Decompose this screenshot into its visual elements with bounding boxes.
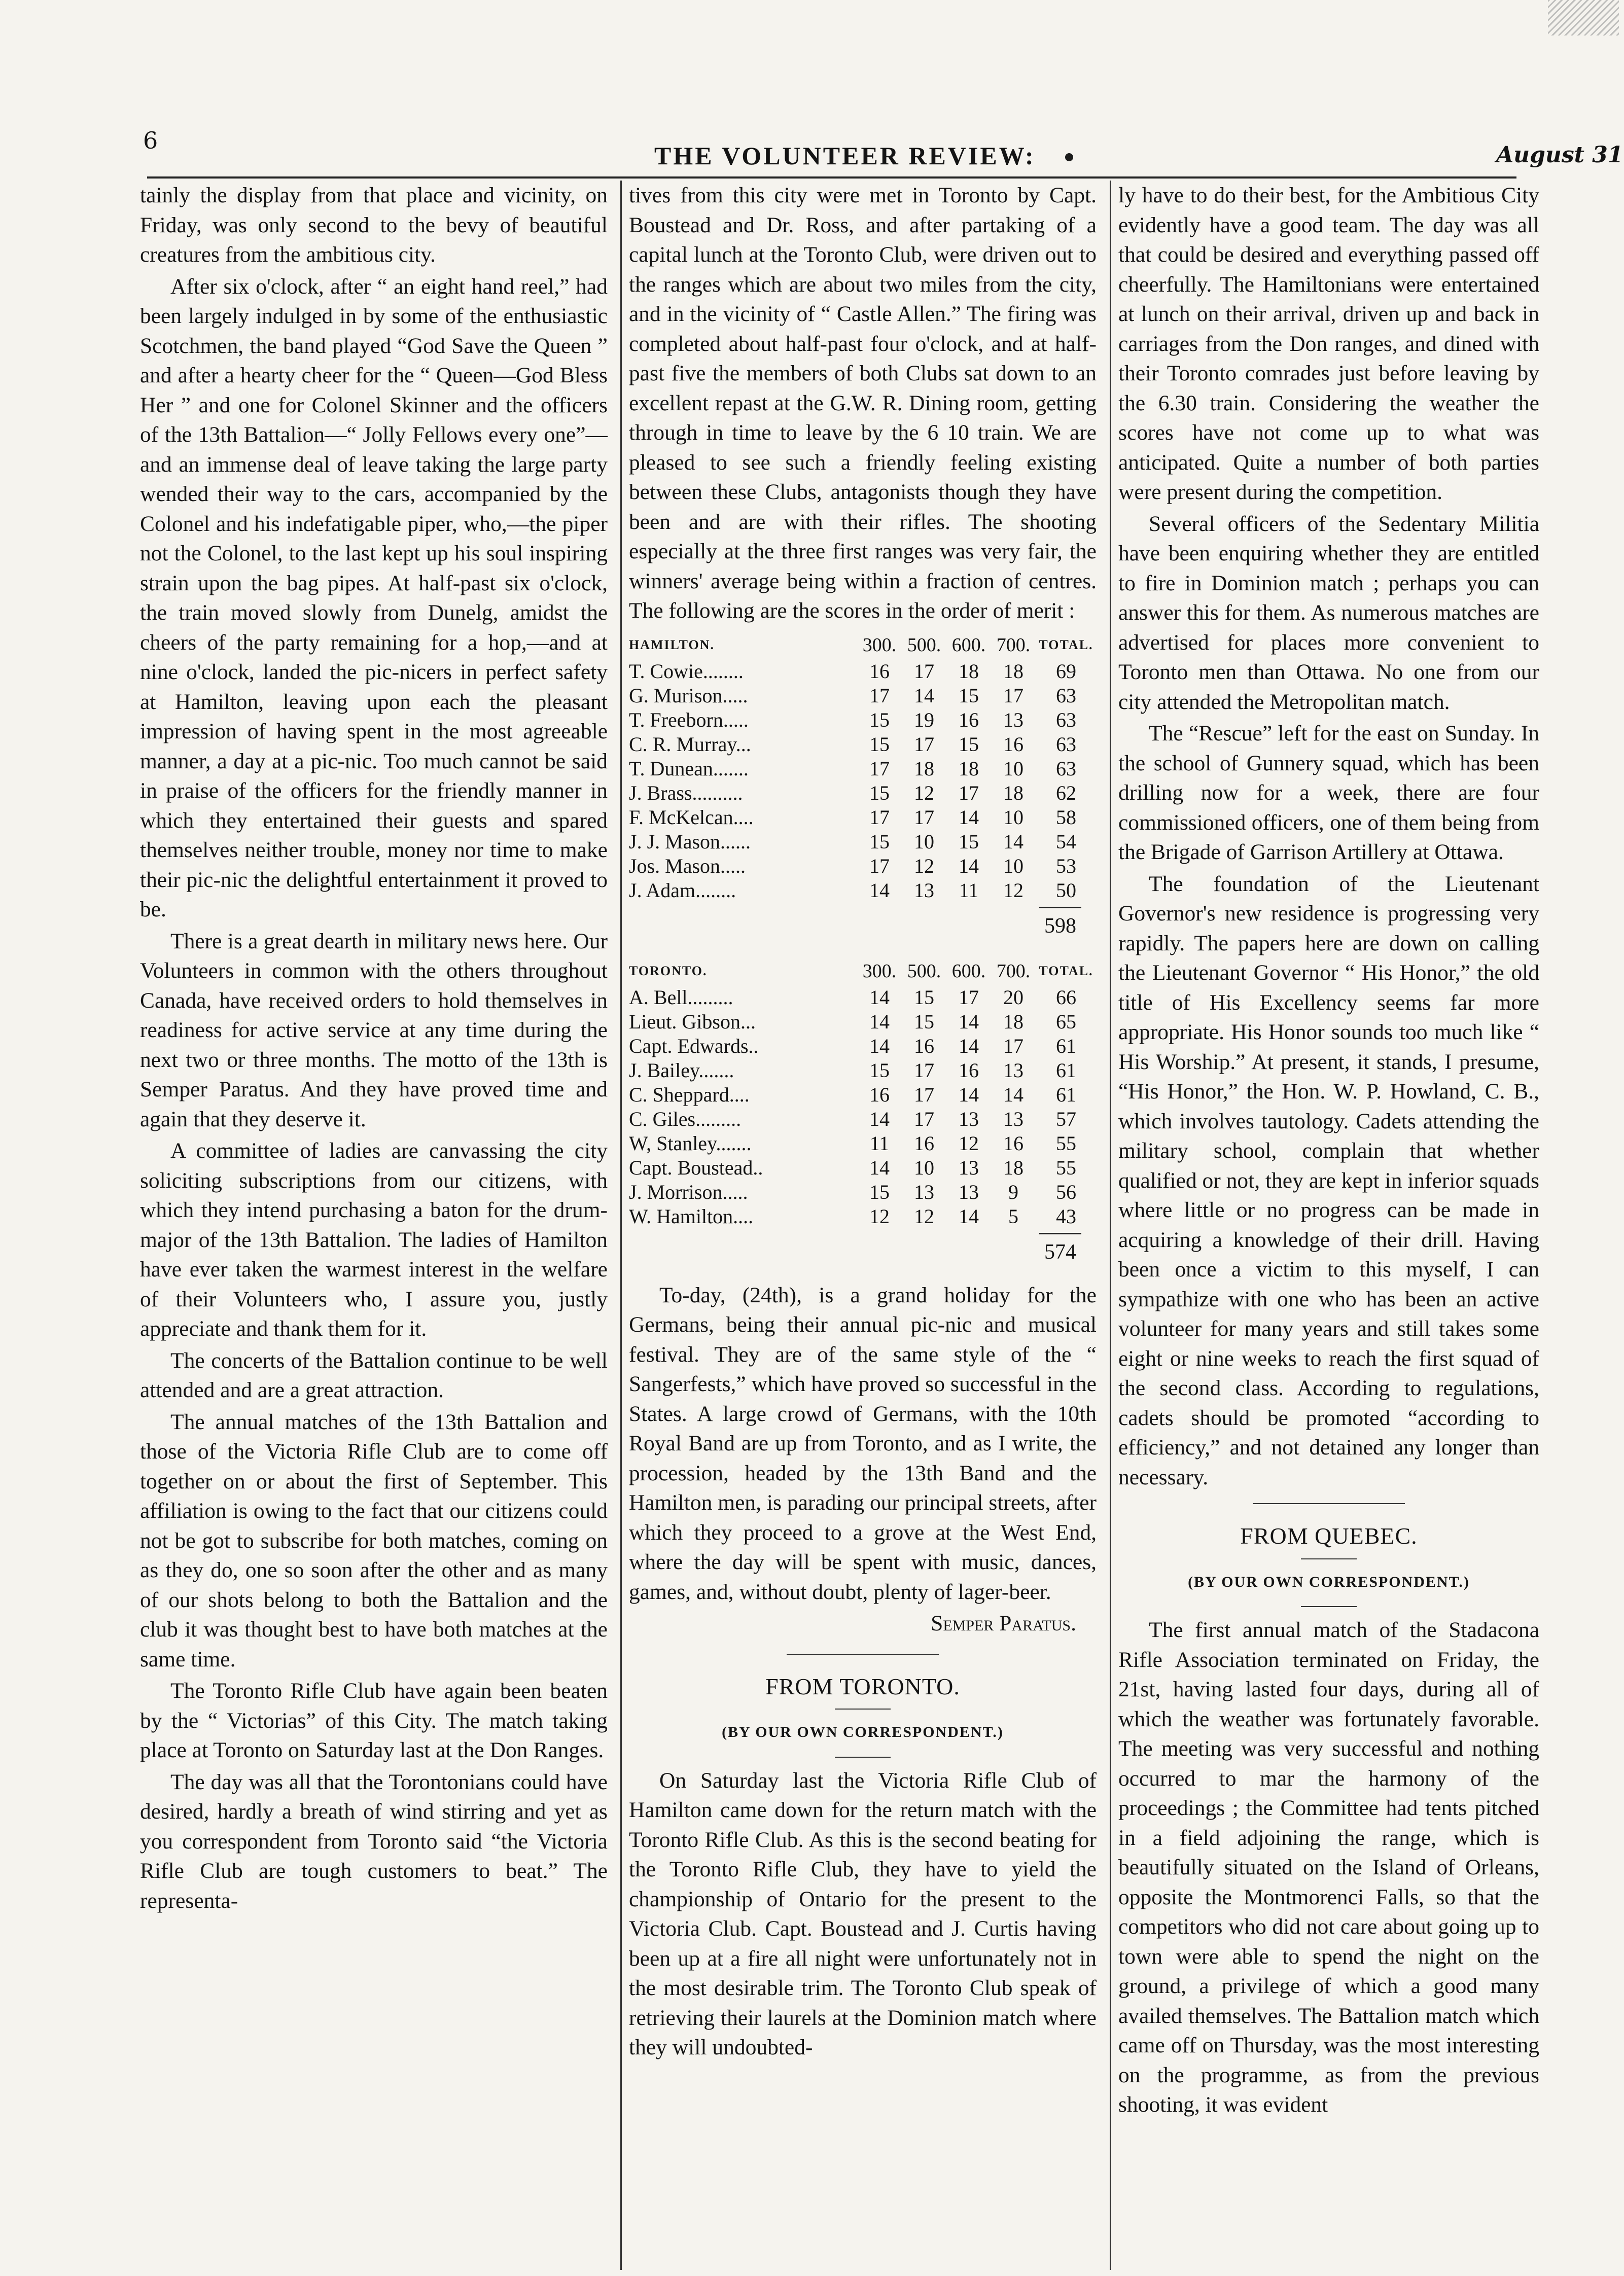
- shooter-name: Capt. Boustead..: [629, 1156, 763, 1179]
- range-score: 17: [869, 805, 890, 829]
- shooter-name: J. Bailey.......: [629, 1059, 734, 1082]
- ornament-dot: [1065, 153, 1073, 161]
- shooter-total: 43: [1056, 1205, 1076, 1228]
- shooter-total: 63: [1056, 757, 1076, 780]
- range-score: 16: [914, 1035, 934, 1057]
- shooter-total: 63: [1056, 708, 1076, 731]
- section-heading: FROM QUEBEC.: [1240, 1523, 1418, 1549]
- paragraph: To-day, (24th), is a grand holiday for the Germans, being their annual pic-nic and musical festival. They are of the same style of the “ Sangerfests,” which have proved so successful in the States. A large crowd of Germans, with the 10th Royal Band are up from Toronto, and as I write, the procession, headed by the 13th Band and the Hamilton men, is parading our principal streets, after which they proceed to a grove at the West End, where the day will be spent with music, dances, games, and, without doubt, plenty of lager-beer.: [629, 1283, 1097, 1604]
- shooter-name: Lieut. Gibson...: [629, 1010, 756, 1033]
- range-score: 10: [914, 1156, 934, 1179]
- shooter-name: F. McKelcan....: [629, 805, 754, 829]
- range-score: 16: [869, 1083, 890, 1106]
- range-score: 14: [959, 1205, 979, 1228]
- range-score: 13: [914, 878, 934, 902]
- shooter-name: W, Stanley.......: [629, 1132, 752, 1155]
- range-score: 17: [959, 986, 979, 1009]
- paragraph: The “Rescue” left for the east on Sunday. In the school of Gunnery squad, which has been drilling now for a week, there are four commissioned officers, one of them being from the Brigade of Garrison Artillery at Ottawa.: [1118, 721, 1539, 864]
- range-score: 20: [1003, 986, 1023, 1009]
- range-score: 14: [869, 1108, 890, 1130]
- range-score: 18: [1003, 1156, 1023, 1179]
- score-row: [629, 854, 1097, 878]
- score-row: [629, 781, 1097, 805]
- hamilton-scores-table: [629, 628, 1097, 903]
- shooter-name: G. Murison.....: [629, 684, 748, 707]
- range-header: 600.: [951, 634, 986, 656]
- range-score: 14: [914, 684, 934, 707]
- total-header: TOTAL.: [1039, 637, 1093, 652]
- range-score: 18: [1003, 659, 1023, 683]
- range-score: 15: [959, 684, 979, 707]
- range-score: 15: [959, 732, 979, 756]
- range-score: 12: [914, 854, 934, 877]
- signature: Semper Paratus.: [931, 1611, 1076, 1635]
- range-score: 17: [1003, 1035, 1023, 1057]
- section-heading: FROM TORONTO.: [765, 1673, 960, 1699]
- section-rule: [1253, 1503, 1405, 1504]
- range-score: 10: [1003, 757, 1023, 780]
- range-header: 600.: [951, 961, 986, 982]
- range-score: 17: [869, 757, 890, 780]
- range-score: 15: [869, 1181, 890, 1203]
- range-score: 17: [914, 732, 934, 756]
- score-row: [629, 684, 1097, 708]
- range-header: 700.: [996, 961, 1031, 982]
- shooter-name: J. Adam........: [629, 878, 736, 902]
- range-score: 14: [869, 986, 890, 1009]
- range-score: 10: [1003, 854, 1023, 877]
- score-row: [629, 1058, 1097, 1083]
- range-score: 12: [914, 781, 934, 804]
- range-score: 16: [869, 659, 890, 683]
- range-score: 15: [869, 781, 890, 804]
- column-divider-2: [1110, 181, 1111, 2270]
- paragraph: Several officers of the Sedentary Militia have been enquiring whether they are entitled to fire in Dominion match ; perhaps you can answer this for them. As numerous matches are advertised for places more convenient to Toronto men than Ottawa. No one from our city attended the Metropolitan match.: [1118, 511, 1539, 714]
- header-rule: [147, 176, 1516, 179]
- range-score: 17: [869, 854, 890, 877]
- range-score: 12: [914, 1205, 934, 1228]
- shooter-name: J. J. Mason......: [629, 830, 751, 853]
- range-score: 13: [959, 1156, 979, 1179]
- range-score: 15: [959, 830, 979, 853]
- shooter-name: C. R. Murray...: [629, 732, 751, 756]
- paragraph: The annual matches of the 13th Battalion and those of the Victoria Rifle Club are to come off together on or about the first of September. This affiliation is owing to the fact that our citizens could not be got to subscribe for both matches, coming on as they do, one so soon after the other and as many of our shots belong to both the Battalion and the club it was thought best to have both matches at the same time.: [140, 1409, 608, 1672]
- shooter-total: 55: [1056, 1156, 1076, 1179]
- paragraph: The foundation of the Lieutenant Governor's new residence is progressing very rapidly. The papers here are down on calling the Lieutenant Governor “ His Honor,” the old title of His Excellency seems far more appropriate. His Honor sounds too much like “ His Worship.” At present, it stands, I presume, “His Honor,” the Hon. W. P. Howland, C. B., which involves tautology. Cadets attending the military school, complain that whether qualified or not, they are kept in inferior squads where little or no progress can be made in acquiring a knowledge of their drill. Having been once a victim to this myself, I can sympathize with one who has been an active volunteer for many years and still takes some eight or nine weeks to reach the first squad of the second class. According to regulations, cadets should be promoted “according to efficiency,” and not detained any longer than necessary.: [1118, 871, 1539, 1489]
- score-row: [629, 1180, 1097, 1204]
- range-score: 17: [869, 684, 890, 707]
- range-score: 18: [914, 757, 934, 780]
- total-value: 574: [1039, 1233, 1081, 1267]
- heading-rule: [1301, 1558, 1357, 1559]
- range-header: 500.: [907, 634, 941, 656]
- column-1: [140, 181, 608, 1917]
- range-score: 5: [1008, 1205, 1018, 1228]
- shooter-total: 63: [1056, 732, 1076, 756]
- range-score: 11: [869, 1132, 890, 1155]
- range-score: 14: [869, 1010, 890, 1033]
- byline: (BY OUR OWN CORRESPONDENT.): [1188, 1573, 1470, 1590]
- range-score: 14: [959, 805, 979, 829]
- range-score: 19: [914, 708, 934, 731]
- range-score: 12: [869, 1205, 890, 1228]
- range-score: 14: [869, 1035, 890, 1057]
- column-3: [1118, 181, 1539, 2122]
- shooter-name: J. Brass..........: [629, 781, 743, 804]
- score-row: [629, 708, 1097, 732]
- shooter-total: 50: [1056, 878, 1076, 902]
- range-score: 18: [1003, 781, 1023, 804]
- score-row: [629, 1107, 1097, 1131]
- range-header: 500.: [907, 961, 941, 982]
- range-score: 13: [914, 1181, 934, 1203]
- range-score: 12: [1003, 878, 1023, 902]
- range-score: 18: [959, 757, 979, 780]
- shooter-total: 65: [1056, 1010, 1076, 1033]
- shooter-total: 54: [1056, 830, 1076, 853]
- score-row: [629, 830, 1097, 854]
- page-number: 6: [143, 127, 158, 154]
- range-score: 17: [959, 781, 979, 804]
- shooter-total: 69: [1056, 659, 1076, 683]
- range-score: 9: [1008, 1181, 1018, 1203]
- shooter-total: 53: [1056, 854, 1076, 877]
- range-score: 15: [869, 830, 890, 853]
- range-score: 15: [869, 1059, 890, 1082]
- paragraph: The first annual match of the Stadacona Rifle Association terminated on Friday, the 21st, having lasted four days, during all of which the weather was fortunately favorable. The meeting was very successful and nothing occurred to mar the harmony of the proceedings ; the Committee had tents pitched in a field adjoining the range, which is beautifully situated on the Island of Orleans, opposite the Montmorenci Falls, so that the competitors who did not care about going up to town were able to spend the night on the ground, a privilege of which a good many availed themselves. The Battalion match which came off on Thursday, was the most interesting on the programme, as from the previous shooting, it was evident: [1118, 1618, 1539, 2117]
- range-score: 17: [1003, 684, 1023, 707]
- range-score: 10: [914, 830, 934, 853]
- total-header: TOTAL.: [1039, 964, 1093, 978]
- heading-rule: [835, 1709, 891, 1710]
- range-header: 300.: [862, 634, 897, 656]
- shooter-name: C. Giles.........: [629, 1108, 742, 1130]
- range-score: 17: [914, 1108, 934, 1130]
- range-score: 15: [914, 1010, 934, 1033]
- shooter-total: 57: [1056, 1108, 1076, 1130]
- range-score: 16: [1003, 732, 1023, 756]
- range-score: 13: [1003, 1059, 1023, 1082]
- score-row: [629, 757, 1097, 781]
- shooter-name: T. Dunean.......: [629, 757, 749, 780]
- range-score: 15: [869, 732, 890, 756]
- shooter-name: T. Freeborn.....: [629, 708, 749, 731]
- column-2: [629, 181, 1097, 2065]
- range-score: 15: [869, 708, 890, 731]
- paragraph: The concerts of the Battalion continue to be well attended and are a great attraction.: [140, 1348, 608, 1402]
- range-score: 15: [914, 986, 934, 1009]
- shooter-total: 56: [1056, 1181, 1076, 1203]
- paragraph: ly have to do their best, for the Ambitious City evidently have a good team. The day was all that could be desired and everything passed off cheerfully. The Hamiltonians were entertained at lunch on their arrival, driven up and back in carriages from the Don ranges, and dined with their Toronto comrades just before leaving by the 6.30 train. Considering the weather the scores have not come up to what was anticipated. Quite a number of both parties were present during the competition.: [1118, 183, 1539, 504]
- range-score: 14: [1003, 830, 1023, 853]
- score-row: [629, 732, 1097, 757]
- score-row: [629, 659, 1097, 684]
- paragraph: A committee of ladies are canvassing the city soliciting subscriptions from our citizens, with which they intend purchasing a baton for the drum-major of the 13th Battalion. The ladies of Hamilton have ever taken the warmest interest in the welfare of their Volunteers who, I assure you, justly appreciate and thank them for it.: [140, 1139, 608, 1341]
- shooter-total: 55: [1056, 1132, 1076, 1155]
- paragraph: tainly the display from that place and vicinity, on Friday, was only second to the bevy of beautiful creatures from the ambitious city.: [140, 183, 608, 267]
- range-score: 12: [959, 1132, 979, 1155]
- range-score: 17: [914, 1083, 934, 1106]
- byline-rule: [835, 1757, 891, 1758]
- range-score: 14: [1003, 1083, 1023, 1106]
- hamilton-grand-total: [629, 907, 1097, 941]
- range-score: 17: [914, 659, 934, 683]
- shooter-total: 61: [1056, 1059, 1076, 1082]
- paragraph: tives from this city were met in Toronto by Capt. Boustead and Dr. Ross, and after partaking of a capital lunch at the Toronto Club, were driven out to the ranges which are about two miles from the city, and in the vicinity of “ Castle Allen.” The firing was completed about half-past four o'clock, and at half-past five the members of both Clubs sat down to an excellent repast at the G.W. R. Dining room, getting through in time to leave by the 6 10 train. We are pleased to see such a friendly feeling existing between these Clubs, antagonists though they have been and are with their rifles. The shooting especially at the three first ranges was very fair, the winners' average being within a fraction of centres. The following are the scores in the order of merit :: [629, 183, 1097, 623]
- range-score: 14: [959, 1035, 979, 1057]
- range-score: 17: [914, 805, 934, 829]
- shooter-name: C. Sheppard....: [629, 1083, 750, 1106]
- range-score: 14: [959, 854, 979, 877]
- score-row: [629, 1083, 1097, 1107]
- shooter-name: W. Hamilton....: [629, 1205, 754, 1228]
- range-header: 300.: [862, 961, 897, 982]
- shooter-total: 66: [1056, 986, 1076, 1009]
- team-label: TORONTO.: [629, 964, 708, 978]
- range-score: 13: [1003, 1108, 1023, 1130]
- byline-rule: [1301, 1606, 1357, 1607]
- range-score: 11: [959, 878, 979, 902]
- range-score: 16: [959, 708, 979, 731]
- score-row: [629, 1204, 1097, 1229]
- shooter-name: Jos. Mason.....: [629, 854, 746, 877]
- masthead-title: THE VOLUNTEER REVIEW:: [654, 141, 1036, 170]
- paragraph: There is a great dearth in military news here. Our Volunteers in common with the others throughout Canada, have received orders to hold themselves in readiness for active service at any time during the next two or three months. The motto of the 13th is Semper Paratus. And they have proved time and again that they deserve it.: [140, 929, 608, 1131]
- shooter-total: 58: [1056, 805, 1076, 829]
- range-score: 14: [869, 1156, 890, 1179]
- shooter-name: Capt. Edwards..: [629, 1035, 759, 1057]
- range-header: 700.: [996, 634, 1031, 656]
- toronto-grand-total: [629, 1233, 1097, 1267]
- range-score: 13: [959, 1181, 979, 1203]
- paragraph: On Saturday last the Victoria Rifle Club of Hamilton came down for the return match with the Toronto Rifle Club. As this is the second beating for the Toronto Rifle Club, they have to yield the championship of Ontario for the present to the Victoria Club. Capt. Boustead and J. Curtis having been up at a fire all night were unfortunately not in the most desirable trim. The Toronto Club speak of retrieving their laurels at the Dominion match where they will undoubted-: [629, 1768, 1097, 2059]
- score-row: [629, 1131, 1097, 1156]
- paragraph: After six o'clock, after “ an eight hand reel,” had been largely indulged in by some of the enthusiastic Scotchmen, the band played “God Save the Queen ” and after a hearty cheer for the “ Queen—God Bless Her ” and one for Colonel Skinner and the officers of the 13th Battalion—“ Jolly Fellows every one”—and an immense deal of leave taking the large party wended their way to the cars, accompanied by the Colonel and his indefatigable piper, who,—the piper not the Colonel, to the last kept up his soul inspiring strain upon the bag pipes. At half-past six o'clock, the train moved slowly from Dunelg, amidst the cheers of the party remaining for a hop,—and at nine o'clock, landed the pic-nicers in perfect safety at Hamilton, leaving upon each the pleasant impression of having spent in the most agreeable manner, a day at a pic-nic. Too much cannot be said in praise of the officers for the friendly manner in which they entertained their guests and spared themselves neither trouble, money nor time to make their pic-nic the delightful entertainment it proved to be.: [140, 274, 608, 921]
- range-score: 14: [959, 1083, 979, 1106]
- range-score: 14: [869, 878, 890, 902]
- paragraph: The Toronto Rifle Club have again been beaten by the “ Victorias” of this City. The match taking place at Toronto on Saturday last at the Don Ranges.: [140, 1679, 608, 1762]
- ink-smudge: [1548, 0, 1619, 35]
- byline: (BY OUR OWN CORRESPONDENT.): [722, 1724, 1004, 1740]
- shooter-total: 63: [1056, 684, 1076, 707]
- range-score: 18: [959, 659, 979, 683]
- score-row: [629, 805, 1097, 830]
- range-score: 17: [914, 1059, 934, 1082]
- section-rule: [787, 1654, 939, 1655]
- toronto-scores-table: [629, 954, 1097, 1229]
- range-score: 16: [1003, 1132, 1023, 1155]
- score-row: [629, 878, 1097, 903]
- range-score: 16: [959, 1059, 979, 1082]
- score-row: [629, 985, 1097, 1010]
- issue-date: August 31: [1496, 142, 1623, 168]
- range-score: 16: [914, 1132, 934, 1155]
- column-divider-1: [620, 181, 622, 2270]
- score-row: [629, 1034, 1097, 1058]
- range-score: 14: [959, 1010, 979, 1033]
- shooter-total: 61: [1056, 1083, 1076, 1106]
- range-score: 13: [959, 1108, 979, 1130]
- team-label: HAMILTON.: [629, 637, 715, 652]
- score-row: [629, 1156, 1097, 1180]
- shooter-name: T. Cowie........: [629, 659, 744, 683]
- score-row: [629, 1010, 1097, 1034]
- range-score: 18: [1003, 1010, 1023, 1033]
- shooter-name: J. Morrison.....: [629, 1181, 748, 1203]
- total-value: 598: [1039, 907, 1081, 941]
- range-score: 13: [1003, 708, 1023, 731]
- shooter-total: 62: [1056, 781, 1076, 804]
- shooter-name: A. Bell.........: [629, 986, 733, 1009]
- paragraph: The day was all that the Torontonians could have desired, hardly a breath of wind stirring and yet as you correspondent from Toronto said “the Victoria Rifle Club are tough customers to beat.” The representa-: [140, 1769, 608, 1913]
- shooter-total: 61: [1056, 1035, 1076, 1057]
- range-score: 10: [1003, 805, 1023, 829]
